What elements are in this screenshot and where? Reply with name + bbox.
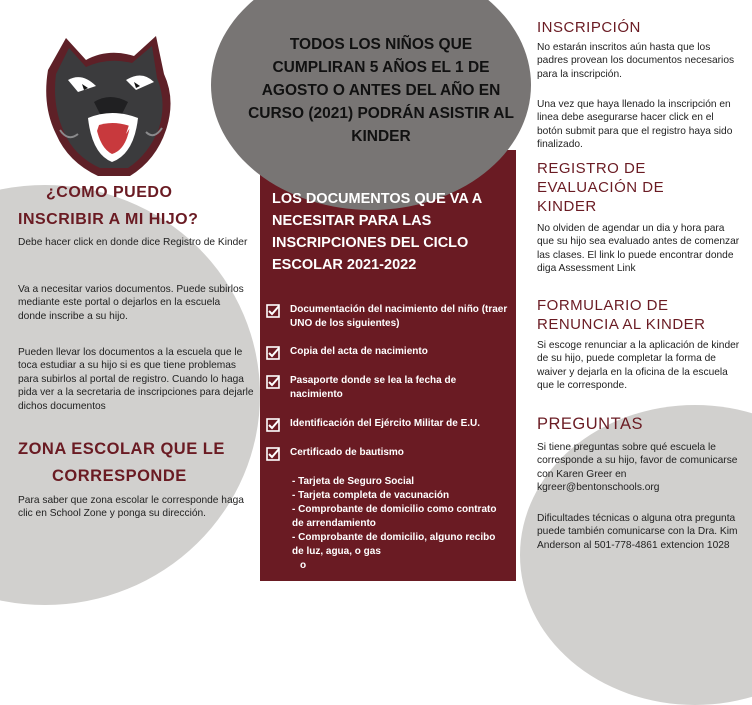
- panther-mascot-icon: [38, 30, 176, 180]
- list-item: - Comprobante de domicilio, alguno recibo de luz, agua, o gas: [292, 532, 496, 557]
- checklist-item-text: Identificación del Ejército Militar de E.U.: [290, 418, 481, 429]
- checklist-item-text: Documentación del nacimiento del niño (traer UNO de los siguientes): [290, 304, 508, 329]
- paragraph-formulario-renuncia: Si escoge renunciar a la aplicación de kinder de su hijo, puede completar la forma de waiver y dejarla en la oficina de la escuela que le corresponde.: [537, 340, 740, 392]
- paragraph-preguntas-2: Dificultades técnicas o alguna otra pregunta puede también comunicarse con la Dra. Kim Anderson al 501-778-4861 extencion 1028: [537, 513, 738, 551]
- documents-title: LOS DOCUMENTOS QUE VA A NECESITAR PARA LAS INSCRIPCIONES DEL CICLO ESCOLAR 2021-2022: [272, 191, 482, 273]
- list-item: - Tarjeta de Seguro Social: [292, 476, 415, 487]
- paragraph-registro-evaluacion: No olviden de agendar un dia y hora para que su hijo sea evaluado antes de comenzar las clases. El link lo puede encontrar donde diga Assessment Link: [537, 223, 740, 275]
- checklist-item: [266, 446, 510, 461]
- checklist-item: [266, 374, 510, 402]
- checkbox-check-icon: [266, 447, 280, 461]
- paragraph-inscripcion-1: No estarán inscritos aún hasta que los padres provean los documentos necesarios para la inscripción.: [537, 42, 735, 80]
- paragraph-registro-kinder: Debe hacer click en donde dice Registro de Kinder: [18, 237, 248, 248]
- heading-inscripcion: INSCRIPCIÓN: [537, 19, 641, 36]
- checklist-item-text: Pasaporte donde se lea la fecha de nacimiento: [290, 375, 457, 400]
- checklist-item: [266, 417, 510, 432]
- list-item: - Tarjeta completa de vacunación: [292, 490, 450, 501]
- headline-text: TODOS LOS NIÑOS QUE CUMPLIRAN 5 AÑOS EL 1 DE AGOSTO O ANTES DEL AÑO EN CURSO (2021) PODRÁN ASISTIR AL KINDER: [248, 36, 514, 145]
- checklist-item: [266, 303, 510, 331]
- list-item: o: [300, 560, 307, 571]
- heading-formulario-renuncia: FORMULARIO DE RENUNCIA AL KINDER: [537, 297, 706, 333]
- list-item: - Comprobante de domicilio como contrato de arrendamiento: [292, 504, 497, 529]
- checklist-item: [266, 345, 510, 360]
- checkbox-check-icon: [266, 375, 280, 389]
- checklist-item-text: Copia del acta de nacimiento: [290, 346, 428, 357]
- paragraph-inscripcion-2: Una vez que haya llenado la inscripción en linea debe asegurarse hacer click en el botón submit para que el registro haya sido finalizado.: [537, 99, 733, 151]
- heading-como-inscribir-line2: INSCRIBIR A MI HIJO?: [18, 211, 199, 228]
- checkbox-check-icon: [266, 418, 280, 432]
- heading-zona-escolar-line1: ZONA ESCOLAR QUE LE: [18, 440, 225, 458]
- paragraph-school-zone: Para saber que zona escolar le corresponde haga clic en School Zone y ponga su dirección.: [18, 495, 244, 520]
- paragraph-preguntas-1: Si tiene preguntas sobre qué escuela le corresponde a su hijo, favor de comunicarse con Karen Greer en kgreer@bentonschools.org: [537, 442, 738, 494]
- checkbox-check-icon: [266, 346, 280, 360]
- paragraph-llevar-documentos: Pueden llevar los documentos a la escuela que le toca estudiar a su hijo si es que tiene problemas para subirlos al portal de registro. Cuando lo haga pida ver a la secretaria de inscripciones para dejarle dichos documentos: [18, 347, 254, 412]
- heading-registro-evaluacion: REGISTRO DE EVALUACIÓN DE KINDER: [537, 160, 665, 215]
- checklist-item-text: Certificado de bautismo: [290, 447, 404, 458]
- checkbox-check-icon: [266, 304, 280, 318]
- heading-como-inscribir-line1: ¿COMO PUEDO: [46, 184, 173, 201]
- extra-documents-list: [292, 475, 506, 573]
- heading-zona-escolar-line2: CORRESPONDE: [52, 467, 187, 485]
- heading-preguntas: PREGUNTAS: [537, 415, 643, 433]
- paragraph-documentos: Va a necesitar varios documentos. Puede subirlos mediante este portal o dejarlos en la escuela donde inscribe a su hijo.: [18, 284, 244, 322]
